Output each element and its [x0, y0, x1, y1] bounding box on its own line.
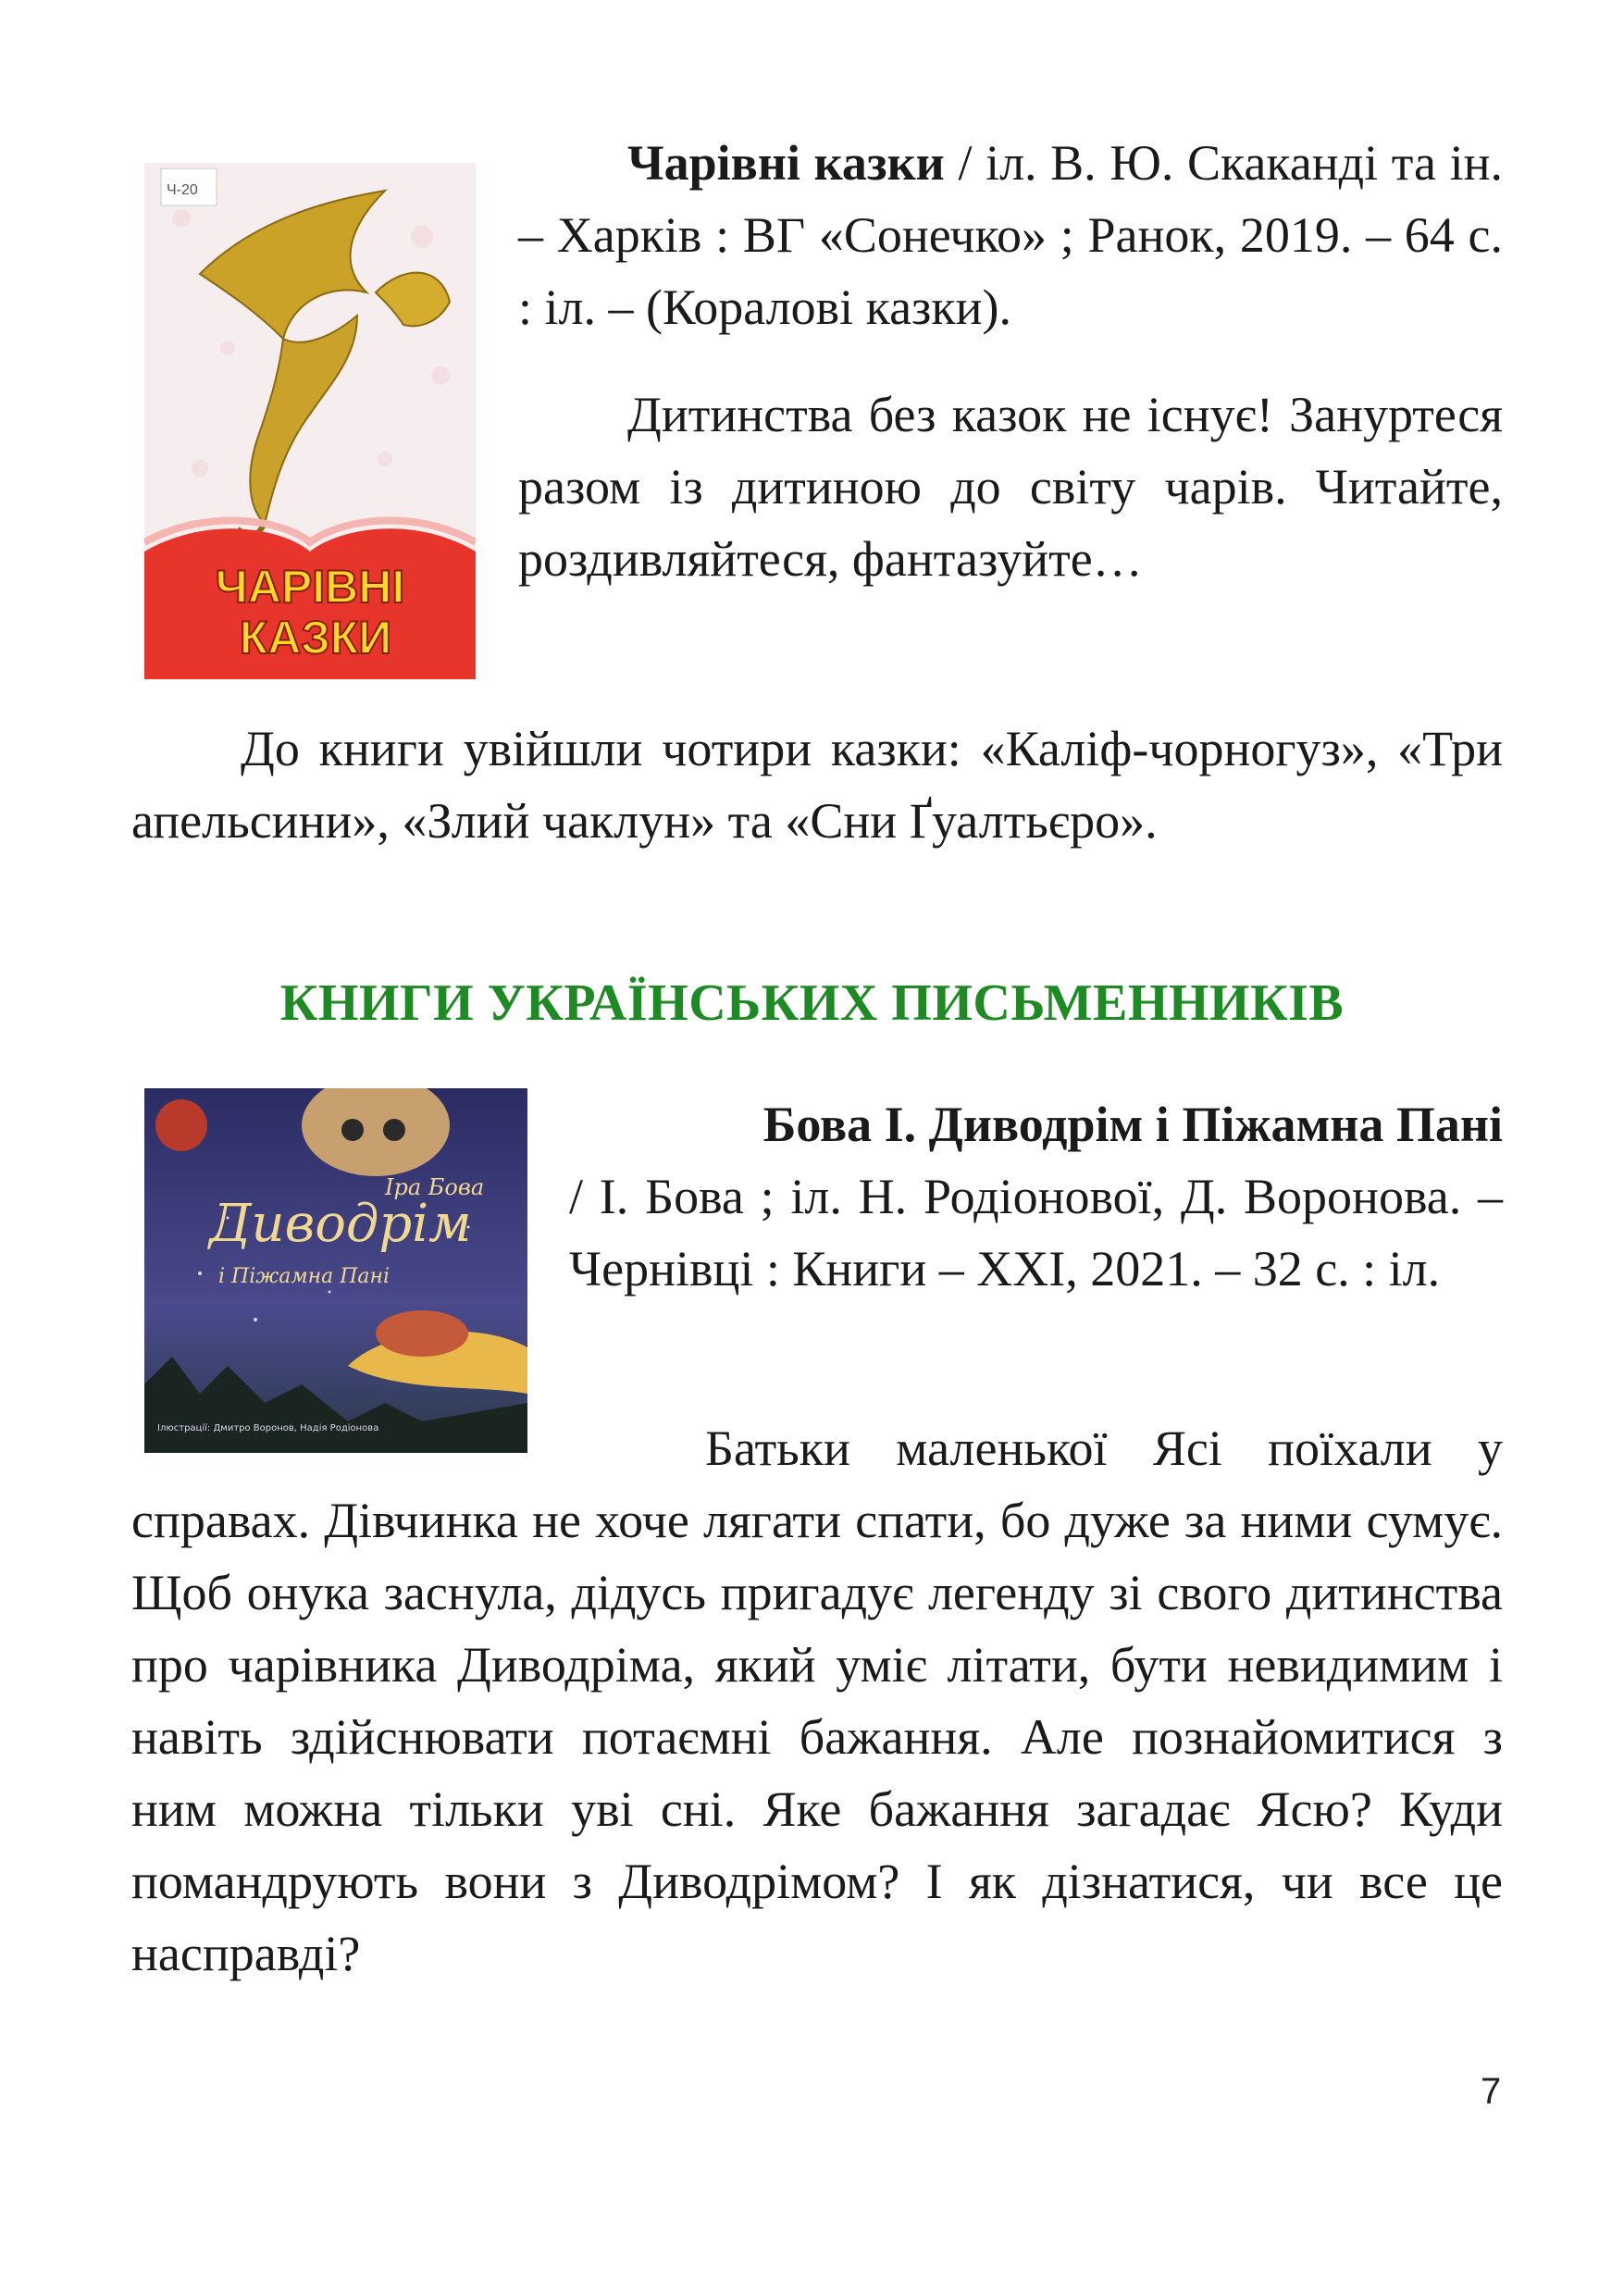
book2-description-first: Батьки маленької Ясі поїхали у: [705, 1420, 1503, 1476]
shelf-mark: Ч-20: [167, 182, 198, 198]
book1-biblio: / іл. В. Ю. Скаканді та ін. – Харків : ВГ «Сонечко» ; Ранок, 2019. – 64 с. : іл. – (Коралові казки).: [518, 135, 1504, 335]
book2-biblio: / І. Бова ; іл. Н. Родіонової, Д. Воронова. – Чернівці : Книги – ХХІ, 2021. – 32 с. : іл.: [569, 1169, 1503, 1296]
book1-annotation: Дитинства без казок не існує! Зануртеся разом із дитиною до світу чарів. Читайте, роздивляйтеся, фантазуйте…: [518, 387, 1503, 587]
section-heading: КНИГИ УКРАЇНСЬКИХ ПИСЬМЕННИКІВ: [279, 974, 1345, 1032]
book-cover-charivni-kazky: [144, 163, 476, 679]
book-cover-dyvodrim: [144, 1088, 527, 1453]
book1-contents: До книги увійшли чотири казки: «Каліф-чорногуз», «Три апельсини», «Злий чаклун» та «Сни Ґуалтьєро».: [131, 721, 1503, 849]
book1-title: Чарівні казки: [627, 135, 945, 191]
cover2-illustrators: Ілюстрації: Дмитро Воронов, Надія Родіонова: [157, 1423, 379, 1433]
book2-description-rest: справах. Дівчинка не хоче лягати спати, бо дуже за ними сумує. Щоб онука заснула, дідусь пригадує легенду зі свого дитинства про чарівника Диводріма, який уміє літати, бути невидимим і навіть здійснювати потаємні бажання. Але познайомитися з ним можна тільки уві сні. Яке бажання загадає Ясю? Куди помандрують вони з Диводрімом? І як дізнатися, чи все це насправді?: [131, 1493, 1503, 1981]
cover-title-line2: КАЗКИ: [239, 612, 392, 664]
cover2-subtitle: і Піжамна Пані: [218, 1265, 391, 1288]
book2-entry: [569, 1088, 1503, 1305]
cover2-title: Диводрім: [209, 1194, 472, 1254]
book2-description: [131, 1412, 1503, 1990]
book1-citation: [518, 127, 1503, 343]
book2-title-line: [569, 1088, 1503, 1160]
cover-title-line1: ЧАРІВНІ: [215, 561, 405, 613]
book2-title: Бова І. Диводрім і Піжамна Пані: [762, 1097, 1503, 1152]
cover2-author: Іра Бова: [385, 1174, 485, 1200]
book1-entry: [518, 127, 1503, 595]
page-number: 7: [1481, 2071, 1502, 2112]
